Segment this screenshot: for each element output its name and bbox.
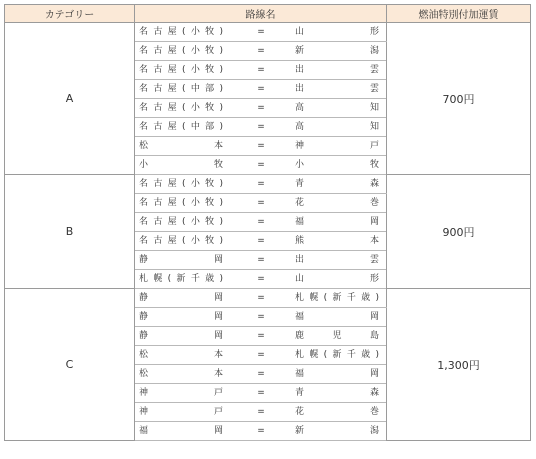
route-cell <box>135 175 387 194</box>
route-destination: 小 牧 <box>295 160 379 170</box>
route-separator: = <box>257 217 265 227</box>
route-separator: = <box>257 293 265 303</box>
route-destination: 青 森 <box>295 179 379 189</box>
route-cell <box>135 346 387 365</box>
route-separator: = <box>257 388 265 398</box>
route-separator: = <box>257 103 265 113</box>
route-separator: = <box>257 426 265 436</box>
category-cell: C <box>5 289 135 441</box>
route-origin: 松 本 <box>139 369 223 379</box>
table-body <box>5 23 531 441</box>
route-separator: = <box>257 198 265 208</box>
route-origin: 松 本 <box>139 141 223 151</box>
route-destination: 青 森 <box>295 388 379 398</box>
fare-cell: 1,300円 <box>387 289 531 441</box>
route-line <box>135 346 386 364</box>
route-origin: 名古屋(中部) <box>139 122 223 132</box>
route-destination: 高 知 <box>295 122 379 132</box>
route-cell <box>135 213 387 232</box>
route-destination: 出 雲 <box>295 255 379 265</box>
table-row <box>5 289 531 308</box>
route-separator: = <box>257 312 265 322</box>
route-cell <box>135 156 387 175</box>
route-cell <box>135 61 387 80</box>
route-separator: = <box>257 27 265 37</box>
header-fare: 燃油特別付加運賃 <box>387 5 531 23</box>
route-origin: 静 岡 <box>139 331 223 341</box>
route-separator: = <box>257 236 265 246</box>
route-cell <box>135 308 387 327</box>
route-line <box>135 61 386 79</box>
header-route: 路線名 <box>135 5 387 23</box>
route-separator: = <box>257 46 265 56</box>
fuel-surcharge-table <box>4 4 531 441</box>
route-destination: 札幌(新千歳) <box>295 350 379 360</box>
route-cell <box>135 137 387 156</box>
route-destination: 出 雲 <box>295 65 379 75</box>
route-line <box>135 175 386 193</box>
route-cell <box>135 42 387 61</box>
route-origin: 名古屋(小牧) <box>139 103 223 113</box>
route-separator: = <box>257 369 265 379</box>
route-cell <box>135 118 387 137</box>
route-line <box>135 194 386 212</box>
route-line <box>135 327 386 345</box>
route-cell <box>135 403 387 422</box>
route-destination: 高 知 <box>295 103 379 113</box>
category-cell: B <box>5 175 135 289</box>
route-separator: = <box>257 160 265 170</box>
route-cell <box>135 422 387 441</box>
route-destination: 花 巻 <box>295 407 379 417</box>
route-origin: 名古屋(小牧) <box>139 46 223 56</box>
route-destination: 札幌(新千歳) <box>295 293 379 303</box>
route-origin: 名古屋(小牧) <box>139 198 223 208</box>
route-origin: 静 岡 <box>139 293 223 303</box>
route-destination: 福 岡 <box>295 369 379 379</box>
route-destination: 新 潟 <box>295 46 379 56</box>
table-row <box>5 175 531 194</box>
route-cell <box>135 80 387 99</box>
route-separator: = <box>257 141 265 151</box>
table-row <box>5 23 531 42</box>
route-destination: 福 岡 <box>295 217 379 227</box>
route-destination: 出 雲 <box>295 84 379 94</box>
route-origin: 神 戸 <box>139 407 223 417</box>
route-destination: 山 形 <box>295 274 379 284</box>
route-destination: 熊 本 <box>295 236 379 246</box>
route-line <box>135 232 386 250</box>
route-line <box>135 270 386 288</box>
header-category: カテゴリー <box>5 5 135 23</box>
route-separator: = <box>257 179 265 189</box>
route-line <box>135 99 386 117</box>
route-cell <box>135 270 387 289</box>
route-cell <box>135 289 387 308</box>
route-cell <box>135 232 387 251</box>
route-origin: 名古屋(小牧) <box>139 236 223 246</box>
route-destination: 花 巻 <box>295 198 379 208</box>
fare-cell: 700円 <box>387 23 531 175</box>
route-line <box>135 422 386 440</box>
route-cell <box>135 365 387 384</box>
route-line <box>135 308 386 326</box>
route-separator: = <box>257 274 265 284</box>
route-separator: = <box>257 255 265 265</box>
route-separator: = <box>257 350 265 360</box>
route-line <box>135 289 386 307</box>
route-origin: 名古屋(中部) <box>139 84 223 94</box>
route-line <box>135 80 386 98</box>
route-separator: = <box>257 122 265 132</box>
route-line <box>135 403 386 421</box>
route-destination: 新 潟 <box>295 426 379 436</box>
route-separator: = <box>257 407 265 417</box>
route-origin: 小 牧 <box>139 160 223 170</box>
route-cell <box>135 23 387 42</box>
route-origin: 名古屋(小牧) <box>139 65 223 75</box>
route-line <box>135 137 386 155</box>
route-separator: = <box>257 331 265 341</box>
route-line <box>135 23 386 41</box>
route-separator: = <box>257 84 265 94</box>
route-line <box>135 156 386 174</box>
route-origin: 神 戸 <box>139 388 223 398</box>
route-destination: 福 岡 <box>295 312 379 322</box>
route-origin: 静 岡 <box>139 312 223 322</box>
route-destination: 鹿 児 島 <box>295 331 379 341</box>
route-origin: 静 岡 <box>139 255 223 265</box>
route-line <box>135 384 386 402</box>
route-cell <box>135 327 387 346</box>
route-origin: 名古屋(小牧) <box>139 179 223 189</box>
route-origin: 福 岡 <box>139 426 223 436</box>
route-origin: 名古屋(小牧) <box>139 27 223 37</box>
table-header-row <box>5 5 531 23</box>
route-destination: 山 形 <box>295 27 379 37</box>
route-origin: 松 本 <box>139 350 223 360</box>
route-origin: 名古屋(小牧) <box>139 217 223 227</box>
route-line <box>135 42 386 60</box>
route-cell <box>135 384 387 403</box>
route-origin: 札幌(新千歳) <box>139 274 223 284</box>
fare-cell: 900円 <box>387 175 531 289</box>
route-separator: = <box>257 65 265 75</box>
route-cell <box>135 99 387 118</box>
route-line <box>135 251 386 269</box>
route-cell <box>135 194 387 213</box>
route-line <box>135 213 386 231</box>
category-cell: A <box>5 23 135 175</box>
route-cell <box>135 251 387 270</box>
route-line <box>135 365 386 383</box>
route-line <box>135 118 386 136</box>
route-destination: 神 戸 <box>295 141 379 151</box>
